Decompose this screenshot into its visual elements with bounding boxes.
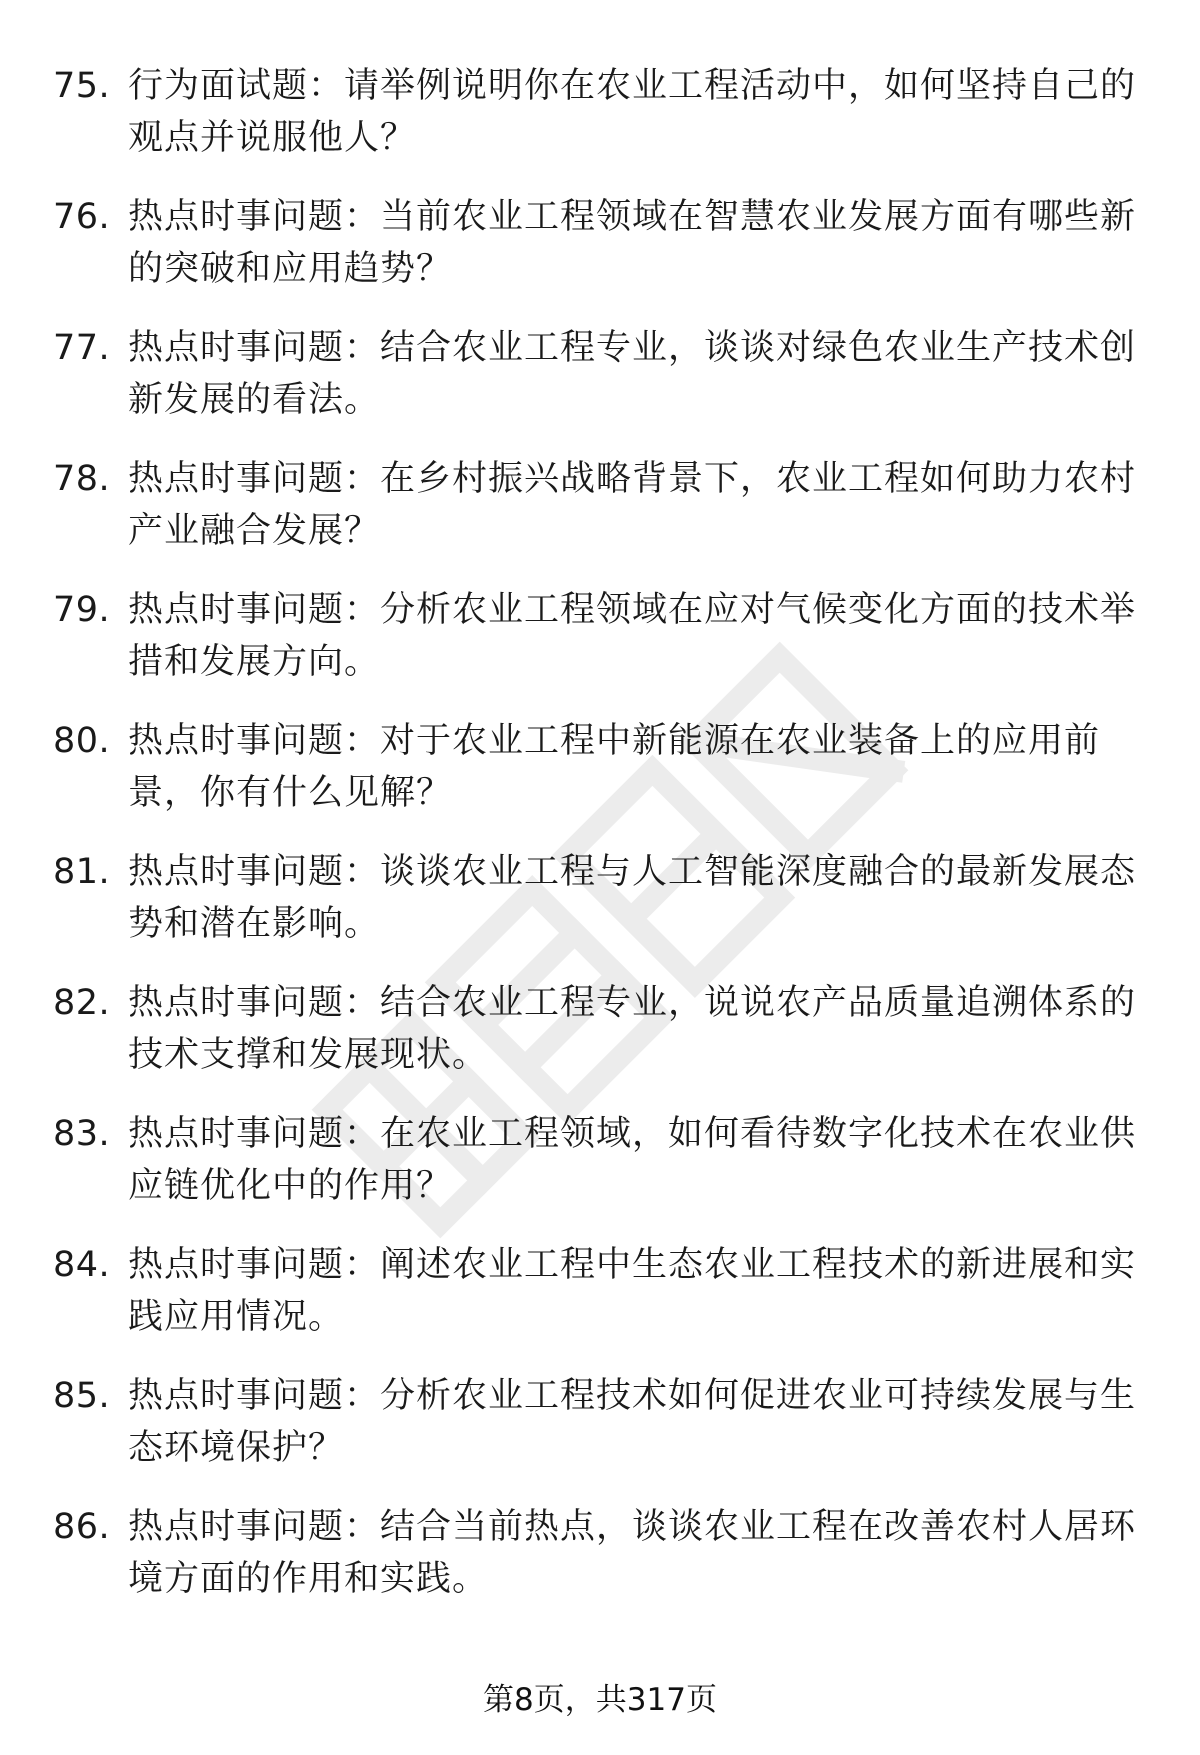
question-text: 热点时事问题：结合农业工程专业，谈谈对绿色农业生产技术创新发展的看法。 [128,328,1137,420]
question-item [0,1499,1200,1630]
question-list [0,58,1200,1630]
question-number: 82. [53,983,111,1023]
question-item [0,320,1200,451]
question-item [0,975,1200,1106]
question-item [0,58,1200,189]
question-text: 热点时事问题：结合农业工程专业，说说农产品质量追溯体系的技术支撑和发展现状。 [128,983,1137,1075]
question-number: 77. [53,328,111,368]
question-text: 热点时事问题：当前农业工程领域在智慧农业发展方面有哪些新的突破和应用趋势？ [128,197,1137,289]
question-item [0,189,1200,320]
question-text: 热点时事问题：在乡村振兴战略背景下，农业工程如何助力农村产业融合发展？ [128,459,1137,551]
question-item [0,1237,1200,1368]
question-text: 热点时事问题：阐述农业工程中生态农业工程技术的新进展和实践应用情况。 [128,1245,1137,1337]
question-item [0,713,1200,844]
question-number: 83. [53,1114,111,1154]
question-number: 84. [53,1245,111,1285]
page-footer: 第8页，共317页 [483,1682,717,1718]
question-text: 热点时事问题：在农业工程领域，如何看待数字化技术在农业供应链优化中的作用？ [128,1114,1137,1206]
question-number: 86. [53,1507,111,1547]
question-text: 热点时事问题：分析农业工程领域在应对气候变化方面的技术举措和发展方向。 [128,590,1137,682]
question-text: 热点时事问题：对于农业工程中新能源在农业装备上的应用前景，你有什么见解？ [128,721,1101,813]
question-text: 热点时事问题：分析农业工程技术如何促进农业可持续发展与生态环境保护？ [128,1376,1137,1468]
question-item [0,844,1200,975]
question-number: 80. [53,721,111,761]
question-number: 81. [53,852,111,892]
question-item [0,451,1200,582]
question-text: 热点时事问题：结合当前热点，谈谈农业工程在改善农村人居环境方面的作用和实践。 [128,1507,1137,1599]
question-text: 行为面试题：请举例说明你在农业工程活动中，如何坚持自己的观点并说服他人？ [128,66,1137,158]
question-number: 79. [53,590,111,630]
question-number: 76. [53,197,111,237]
question-number: 75. [53,66,111,106]
question-number: 85. [53,1376,111,1416]
question-item [0,582,1200,713]
question-item [0,1106,1200,1237]
question-number: 78. [53,459,111,499]
question-item [0,1368,1200,1499]
question-text: 热点时事问题：谈谈农业工程与人工智能深度融合的最新发展态势和潜在影响。 [128,852,1137,944]
